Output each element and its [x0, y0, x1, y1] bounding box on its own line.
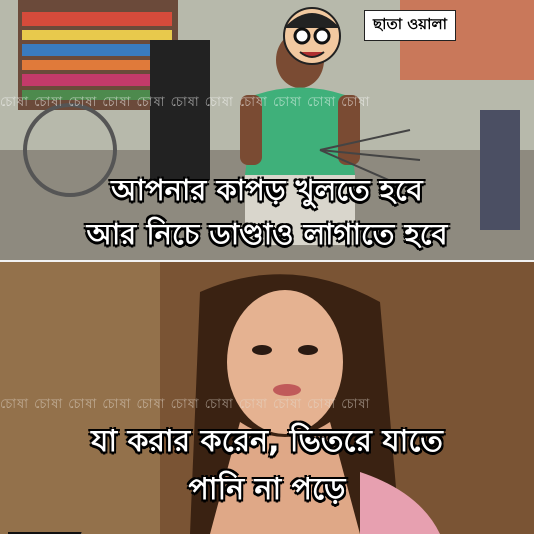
watermark-strip: চোষা চোষা চোষা চোষা চোষা চোষা চোষা চোষা চোষা চোষা চোষা [0, 95, 371, 110]
top-caption-line1: আপনার কাপড় খুলতে হবে [111, 173, 423, 207]
bottom-caption-line1: যা করার করেন, ভিতরে যাতে [91, 424, 443, 459]
character-label: ছাতা ওয়ালা [364, 10, 456, 41]
bottom-caption-line2: পানি না পড়ে [188, 472, 346, 507]
watermark-strip-bottom: চোষা চোষা চোষা চোষা চোষা চোষা চোষা চোষা চোষা চোষা চোষা [0, 397, 371, 412]
top-panel [0, 0, 534, 262]
cartoon-face-sticker [284, 8, 340, 64]
top-caption [0, 168, 534, 256]
top-caption-line2: আর নিচে ডাণ্ডাও লাগাতে হবে [86, 217, 448, 251]
bottom-caption [0, 418, 534, 514]
